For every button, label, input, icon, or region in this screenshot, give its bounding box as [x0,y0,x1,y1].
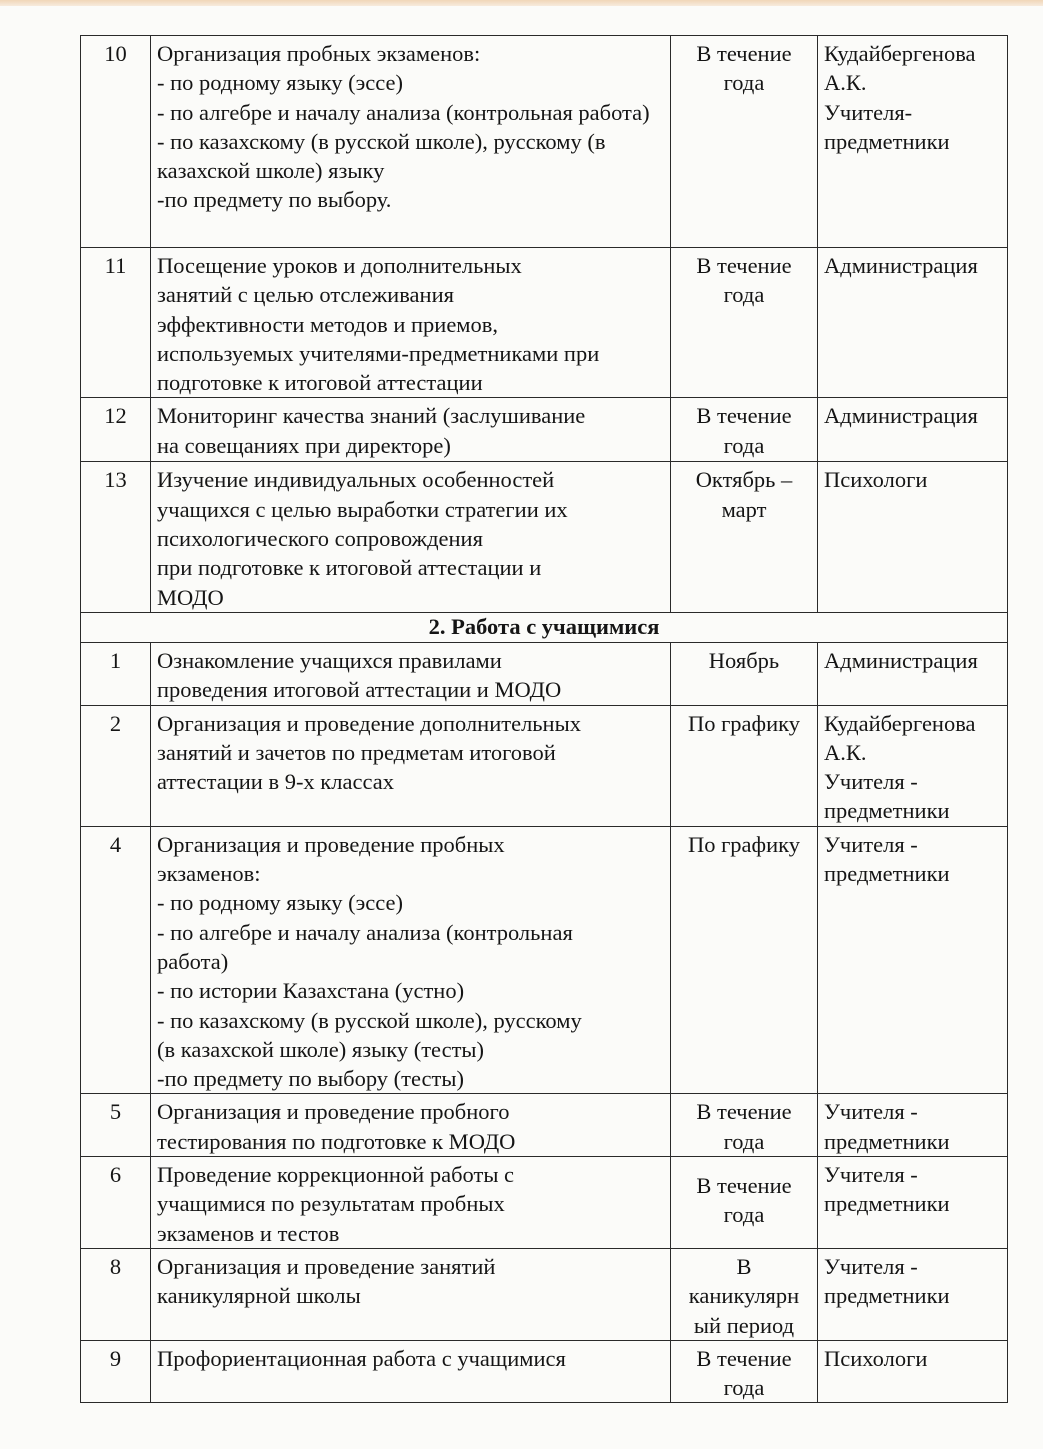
row-activity: Изучение индивидуальных особенностей учащихся с целью выработки стратегии их психологического сопровождения при подготовке к итоговой аттестации и МОДО [151,462,671,612]
row-number: 5 [81,1094,151,1157]
row-responsible: Учителя - предметники [818,1248,1008,1340]
row-number: 2 [81,705,151,826]
row-activity: Организация и проведение пробных экзаменов: - по родному языку (эссе) - по алгебре и началу анализа (контрольная работа) - по истории Казахстана (устно) - по казахскому (в русской школе), русскому (в казахской школе) языку (тесты) -по предмету по выбору (тесты) [151,826,671,1094]
row-responsible: Кудайбергенова А.К. Учителя - предметники [818,705,1008,826]
row-activity: Организация и проведение занятий каникулярной школы [151,1248,671,1340]
row-responsible: Администрация [818,642,1008,705]
table-row [81,248,1008,398]
row-deadline: В течение года [671,248,818,398]
row-number: 10 [81,36,151,248]
row-activity: Проведение коррекционной работы с учащимися по результатам пробных экзаменов и тестов [151,1157,671,1249]
row-deadline: В течение года [671,1094,818,1157]
row-deadline: По графику [671,826,818,1094]
row-deadline: По графику [671,705,818,826]
row-number: 8 [81,1248,151,1340]
row-number: 13 [81,462,151,612]
row-activity: Организация пробных экзаменов: - по родному языку (эссе) - по алгебре и началу анализа (контрольная работа) - по казахскому (в русской школе), русскому (в казахской школе) языку -по предмету по выбору. [151,36,671,248]
row-responsible: Учителя - предметники [818,826,1008,1094]
row-number: 4 [81,826,151,1094]
row-number: 9 [81,1340,151,1403]
table-row [81,36,1008,248]
row-deadline: Октябрь – март [671,462,818,612]
table-row [81,1157,1008,1249]
section-header [81,612,1008,642]
row-deadline: Ноябрь [671,642,818,705]
row-responsible: Администрация [818,248,1008,398]
row-deadline: В течение года [671,1340,818,1403]
row-activity: Организация и проведение дополнительных занятий и зачетов по предметам итоговой аттестации в 9-х классах [151,705,671,826]
table-row [81,462,1008,612]
row-responsible: Психологи [818,1340,1008,1403]
row-activity: Профориентационная работа с учащимися [151,1340,671,1403]
table-row [81,1094,1008,1157]
table-row [81,1340,1008,1403]
row-deadline: В течение года [671,1157,818,1249]
table-row [81,705,1008,826]
row-activity: Посещение уроков и дополнительных занятий с целью отслеживания эффективности методов и приемов, используемых учителями-предметниками при подготовке к итоговой аттестации [151,248,671,398]
section-title: 2. Работа с учащимися [81,612,1008,642]
row-number: 12 [81,398,151,462]
row-activity: Мониторинг качества знаний (заслушивание на совещаниях при директоре) [151,398,671,462]
row-number: 1 [81,642,151,705]
row-responsible: Учителя - предметники [818,1157,1008,1249]
table-row [81,826,1008,1094]
row-activity: Ознакомление учащихся правилами проведения итоговой аттестации и МОДО [151,642,671,705]
plan-table [80,35,1008,1403]
row-deadline: В течение года [671,398,818,462]
page-top-edge [0,0,1043,6]
row-responsible: Психологи [818,462,1008,612]
table-row [81,1248,1008,1340]
row-responsible: Учителя - предметники [818,1094,1008,1157]
row-activity: Организация и проведение пробного тестирования по подготовке к МОДО [151,1094,671,1157]
row-number: 6 [81,1157,151,1249]
row-number: 11 [81,248,151,398]
table-row [81,398,1008,462]
row-responsible: Администрация [818,398,1008,462]
row-deadline: В каникулярн ый период [671,1248,818,1340]
row-responsible: Кудайбергенова А.К. Учителя- предметники [818,36,1008,248]
row-deadline: В течение года [671,36,818,248]
table-row [81,642,1008,705]
